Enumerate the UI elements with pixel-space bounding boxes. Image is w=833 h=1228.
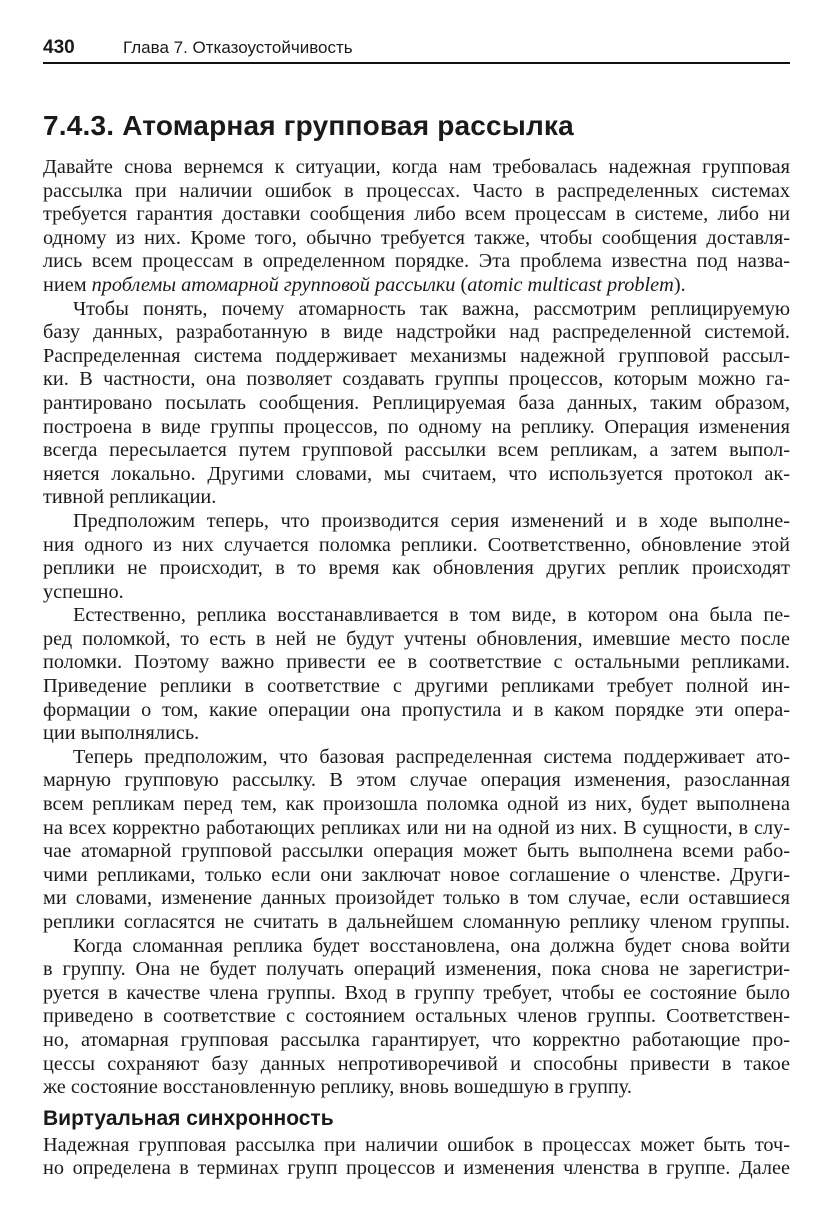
text-line: чае атомарной групповой рассылки операция может быть выполнена всеми рабо- [43,840,790,863]
text-line: Приведение реплики в соответствие с другими репликами требует полной ин- [43,675,790,698]
text-line: ред поломкой, то есть в ней не будут учтены обновления, имевшие место после [43,627,790,650]
text-line: Теперь предположим, что базовая распределенная система поддерживает ато- [73,745,790,768]
text-line: Чтобы понять, почему атомарность так важна, рассмотрим реплицируемую [73,297,790,320]
paragraph [43,935,790,1100]
text-line: реплики согласятся не считать в дальнейшем сломанную реплику членом группы. [43,911,790,933]
text-line: поломки. Поэтому важно привести ее в соответствие с остальными репликами. [43,651,790,674]
text-line: Надежная групповая рассылка при наличии ошибок в процессах может быть точ- [43,1133,790,1156]
paragraph [43,156,790,298]
text-line: Когда сломанная реплика будет восстановлена, она должна будет снова войти [73,934,790,957]
text-line: построена в виде группы процессов, по одному на реплику. Операция изменения [43,415,790,438]
text-line: чими репликами, только если они заключат новое соглашение о членстве. Други- [43,863,790,886]
text-line [43,274,790,298]
text-line: ции выполнялись. [43,722,200,745]
text-line: лись всем процессам в определенном порядке. Эта проблема известна под назва- [43,250,790,273]
text-span: нием [43,273,92,296]
text-line: марную групповую рассылку. В этом случае операция изменения, разосланная [43,769,790,792]
text-line: рантировано посылать сообщения. Реплицируемая база данных, таким образом, [43,391,790,414]
text-line: Давайте снова вернемся к ситуации, когда нам требовалась надежная групповая [43,156,790,178]
text-line: базу данных, разработанную в виде надстройки над распределенной системой. [43,321,790,344]
text-line: ния одного из них случается поломка реплики. Соответственно, обновление этой [43,533,790,556]
text-line: всем репликам перед тем, как произошла поломка одной из них, будет выполнена [43,793,790,816]
page-number: 430 [43,37,75,58]
text-line: приведено в соответствие с состоянием остальных членов группы. Соответствен- [43,1005,790,1028]
text-line: реплики не происходит, в то время как обновления других реплик происходят [43,557,790,580]
text-line: формации о том, какие операции она пропустила и в каком порядке эти опера- [43,698,790,721]
subheading: Виртуальная синхронность [43,1106,334,1130]
chapter-title: Глава 7. Отказоустойчивость [123,38,353,57]
italic-term: проблемы атомарной групповой рассылки [91,273,456,296]
text-line: на всех корректно работающих репликах или ни на одной из них. В сущности, в слу- [43,816,790,839]
text-line: тивной репликации. [43,486,217,509]
text-line: рассылка при наличии ошибок в процессах. Часто в распределенных системах [43,179,790,202]
text-line: но определена в терминах групп процессов и изменения членства в группе. Далее [43,1157,790,1180]
paragraph [43,746,790,935]
text-line: всегда пересылается путем групповой рассылки всем репликам, а затем выпол- [43,439,790,462]
text-line: одному из них. Кроме того, обычно требуется также, чтобы сообщения доставля- [43,226,790,249]
text-line: успешно. [43,580,124,603]
text-line: но, атомарная групповая рассылка гарантирует, что корректно работающие про- [43,1028,790,1051]
paragraphs-before [43,156,790,1100]
text-line: ки. В частности, она позволяет создавать группы процессов, которым можно га- [43,368,790,391]
paragraph [43,1134,790,1181]
paragraph [43,510,790,604]
text-span: ). [673,273,686,296]
text-line: цессы сохраняют базу данных непротиворечивой и способны привести в такое [43,1052,790,1075]
text-line: руется в качестве члена группы. Вход в группу требует, чтобы ее состояние было [43,981,790,1004]
section-title: 7.4.3. Атомарная групповая рассылка [43,110,574,141]
text-line: в группу. Она не будет получать операций изменения, пока снова не зарегистри- [43,958,790,981]
italic-term: atomic multicast problem [467,273,674,296]
text-line: ми словами, изменение данных произойдет только в том случае, если оставшиеся [43,887,790,910]
text-line: Предположим теперь, что производится серия изменений и в ходе выполне- [73,509,790,532]
paragraph [43,604,790,746]
body-text [43,156,790,1181]
text-line: Распределенная система поддерживает механизмы надежной групповой рассыл- [43,344,790,367]
running-header [43,36,790,64]
paragraphs-after [43,1134,790,1181]
text-line: требуется гарантия доставки сообщения либо всем процессам в системе, либо ни [43,203,790,226]
text-span: ( [455,273,468,296]
text-line: Естественно, реплика восстанавливается в том виде, в котором она была пе- [73,604,790,627]
paragraph [43,298,790,510]
text-line: же состояние восстановленную реплику, вновь вошедшую в группу. [43,1076,632,1099]
text-line: няется локально. Другими словами, мы считаем, что используется протокол ак- [43,462,790,485]
